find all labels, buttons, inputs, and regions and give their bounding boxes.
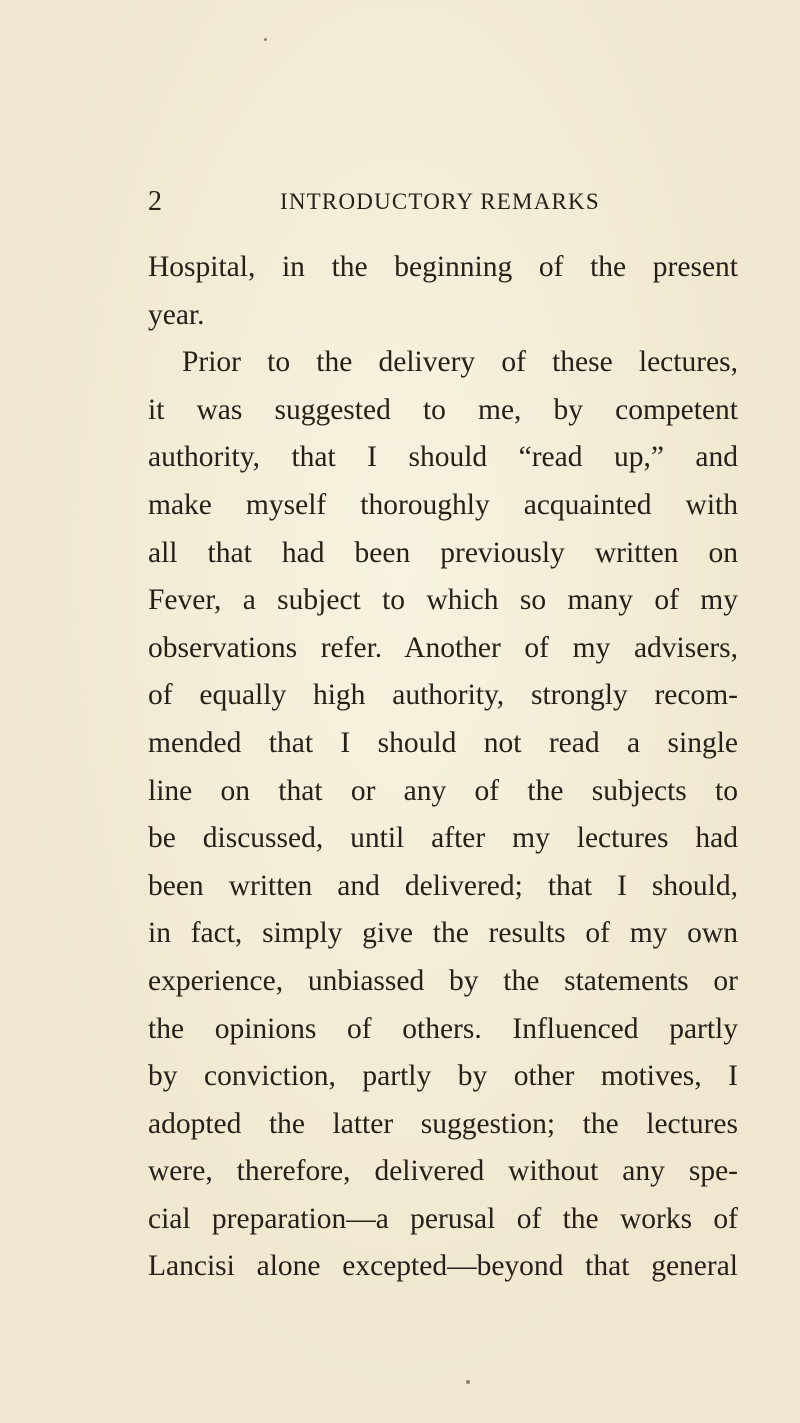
page-number: 2 xyxy=(148,186,162,217)
body-text xyxy=(148,244,738,1291)
text-line: in fact, simply give the results of my own xyxy=(148,917,738,950)
text-line: Hospital, in the beginning of the present xyxy=(148,251,738,283)
text-line: observations refer. Another of my advisers, xyxy=(148,631,738,664)
text-line: authority, that I should “read up,” and xyxy=(148,441,738,474)
text-line: Prior to the delivery of these lectures, xyxy=(182,346,738,379)
text-line: of equally high authority, strongly recom- xyxy=(148,679,738,712)
text-line: line on that or any of the subjects to xyxy=(148,774,738,807)
text-line: cial preparation—a perusal of the works of xyxy=(148,1202,738,1235)
text-line: year. xyxy=(148,298,205,331)
paper-speck xyxy=(264,38,267,41)
text-line: by conviction, partly by other motives, I xyxy=(148,1060,738,1093)
page-header xyxy=(148,185,728,225)
text-line: Fever, a subject to which so many of my xyxy=(148,584,738,617)
text-line: Lancisi alone excepted—beyond that general xyxy=(148,1250,738,1283)
text-line: the opinions of others. Influenced partly xyxy=(148,1012,738,1045)
text-line: adopted the latter suggestion; the lectures xyxy=(148,1107,738,1140)
running-head: INTRODUCTORY REMARKS xyxy=(280,189,600,214)
paper-speck xyxy=(466,1380,470,1384)
text-line: were, therefore, delivered without any spe- xyxy=(148,1155,738,1188)
text-line: make myself thoroughly acquainted with xyxy=(148,488,738,521)
text-line: all that had been previously written on xyxy=(148,536,738,569)
text-line: mended that I should not read a single xyxy=(148,726,738,759)
text-line: be discussed, until after my lectures had xyxy=(148,822,738,855)
text-line: experience, unbiassed by the statements or xyxy=(148,964,738,997)
text-line: been written and delivered; that I should, xyxy=(148,869,738,902)
text-line: it was suggested to me, by competent xyxy=(148,393,738,426)
